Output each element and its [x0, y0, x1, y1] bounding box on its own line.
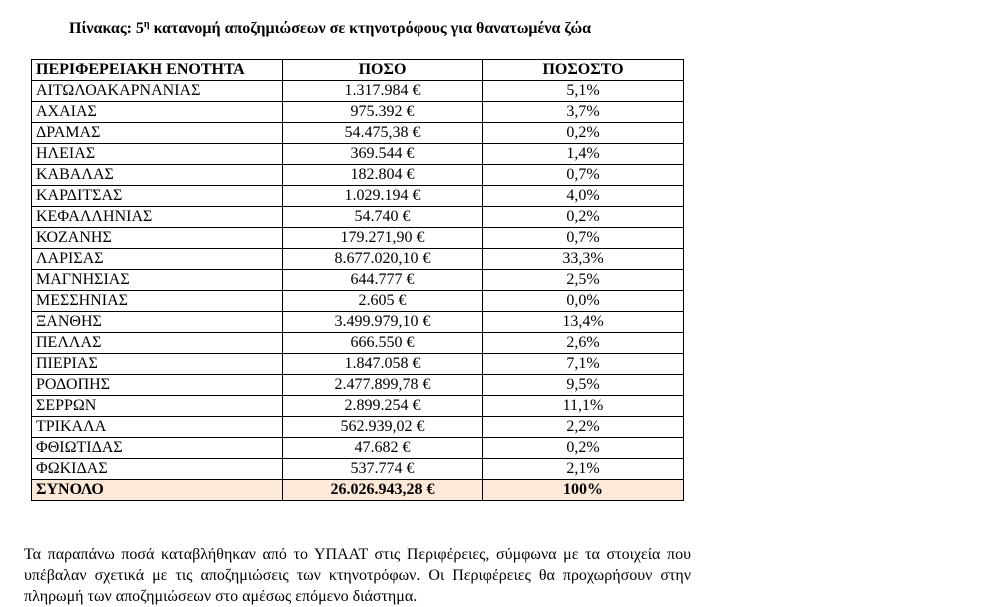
cell-percentage: 13,4% [483, 312, 684, 333]
cell-percentage: 0,7% [483, 228, 684, 249]
table-body [32, 81, 684, 480]
cell-region: ΜΕΣΣΗΝΙΑΣ [32, 291, 283, 312]
cell-percentage: 1,4% [483, 144, 684, 165]
cell-percentage: 0,7% [483, 165, 684, 186]
cell-amount: 3.499.979,10 € [283, 312, 483, 333]
cell-amount: 54.475,38 € [283, 123, 483, 144]
cell-amount: 369.544 € [283, 144, 483, 165]
cell-amount: 8.677.020,10 € [283, 249, 483, 270]
table-row [32, 312, 684, 333]
cell-region: ΞΑΝΘΗΣ [32, 312, 283, 333]
header-percentage: ΠΟΣΟΣΤΟ [483, 60, 684, 81]
cell-amount: 2.899.254 € [283, 396, 483, 417]
header-row [32, 60, 684, 81]
total-percentage: 100% [483, 480, 684, 501]
table-row [32, 459, 684, 480]
compensation-table [31, 59, 684, 501]
cell-percentage: 11,1% [483, 396, 684, 417]
cell-region: ΑΧΑΙΑΣ [32, 102, 283, 123]
cell-percentage: 2,2% [483, 417, 684, 438]
cell-region: ΛΑΡΙΣΑΣ [32, 249, 283, 270]
caption-rest: κατανομή αποζημιώσεων σε κτηνοτρόφους για θανατωμένα ζώα [149, 20, 592, 37]
cell-region: ΦΩΚΙΔΑΣ [32, 459, 283, 480]
table-row [32, 375, 684, 396]
table-row [32, 186, 684, 207]
table-row [32, 417, 684, 438]
cell-region: ΠΕΛΛΑΣ [32, 333, 283, 354]
cell-percentage: 7,1% [483, 354, 684, 375]
caption-superscript: η [143, 19, 150, 30]
cell-region: ΜΑΓΝΗΣΙΑΣ [32, 270, 283, 291]
total-row [32, 480, 684, 501]
total-label: ΣΥΝΟΛΟ [32, 480, 283, 501]
table-row [32, 291, 684, 312]
cell-percentage: 0,0% [483, 291, 684, 312]
cell-region: ΚΕΦΑΛΛΗΝΙΑΣ [32, 207, 283, 228]
cell-amount: 2.605 € [283, 291, 483, 312]
header-region: ΠΕΡΙΦΕΡΕΙΑΚΗ ΕΝΟΤΗΤΑ [32, 60, 283, 81]
cell-percentage: 4,0% [483, 186, 684, 207]
cell-amount: 537.774 € [283, 459, 483, 480]
cell-amount: 562.939,02 € [283, 417, 483, 438]
cell-percentage: 9,5% [483, 375, 684, 396]
cell-region: ΠΙΕΡΙΑΣ [32, 354, 283, 375]
cell-amount: 1.029.194 € [283, 186, 483, 207]
table-row [32, 228, 684, 249]
cell-region: ΚΑΒΑΛΑΣ [32, 165, 283, 186]
table-row [32, 396, 684, 417]
cell-percentage: 2,5% [483, 270, 684, 291]
table-row [32, 438, 684, 459]
cell-amount: 1.847.058 € [283, 354, 483, 375]
cell-amount: 975.392 € [283, 102, 483, 123]
header-amount: ΠΟΣΟ [283, 60, 483, 81]
cell-percentage: 2,1% [483, 459, 684, 480]
cell-region: ΚΑΡΔΙΤΣΑΣ [32, 186, 283, 207]
table-row [32, 144, 684, 165]
table-caption [69, 18, 591, 40]
cell-percentage: 33,3% [483, 249, 684, 270]
cell-percentage: 2,6% [483, 333, 684, 354]
explanatory-paragraph: Τα παραπάνω ποσά καταβλήθηκαν από το ΥΠΑΑΤ στις Περιφέρειες, σύμφωνα με τα στοιχεία που υπέβαλαν σχετικά με τις αποζημιώσεις των κτηνοτρόφων. Οι Περιφέρειες θα προχωρήσουν στην πληρωμή των αποζημιώσεων στο αμέσως επόμενο διάστημα. [24, 546, 691, 605]
cell-amount: 54.740 € [283, 207, 483, 228]
cell-region: ΦΘΙΩΤΙΔΑΣ [32, 438, 283, 459]
cell-region: ΡΟΔΟΠΗΣ [32, 375, 283, 396]
cell-region: ΣΕΡΡΩΝ [32, 396, 283, 417]
cell-percentage: 0,2% [483, 123, 684, 144]
cell-percentage: 0,2% [483, 207, 684, 228]
table-row [32, 123, 684, 144]
caption-prefix: Πίνακας: 5 [69, 20, 144, 37]
table-row [32, 165, 684, 186]
table-row [32, 207, 684, 228]
cell-amount: 666.550 € [283, 333, 483, 354]
table-row [32, 270, 684, 291]
cell-amount: 644.777 € [283, 270, 483, 291]
cell-region: ΤΡΙΚΑΛΑ [32, 417, 283, 438]
total-amount: 26.026.943,28 € [283, 480, 483, 501]
cell-percentage: 0,2% [483, 438, 684, 459]
table-row [32, 249, 684, 270]
cell-percentage: 3,7% [483, 102, 684, 123]
cell-percentage: 5,1% [483, 81, 684, 102]
table-row [32, 354, 684, 375]
table-row [32, 102, 684, 123]
table-row [32, 333, 684, 354]
cell-region: ΚΟΖΑΝΗΣ [32, 228, 283, 249]
cell-amount: 2.477.899,78 € [283, 375, 483, 396]
cell-amount: 47.682 € [283, 438, 483, 459]
cell-region: ΗΛΕΙΑΣ [32, 144, 283, 165]
cell-amount: 1.317.984 € [283, 81, 483, 102]
cell-region: ΔΡΑΜΑΣ [32, 123, 283, 144]
cell-amount: 182.804 € [283, 165, 483, 186]
table-row [32, 81, 684, 102]
cell-amount: 179.271,90 € [283, 228, 483, 249]
cell-region: ΑΙΤΩΛΟΑΚΑΡΝΑΝΙΑΣ [32, 81, 283, 102]
